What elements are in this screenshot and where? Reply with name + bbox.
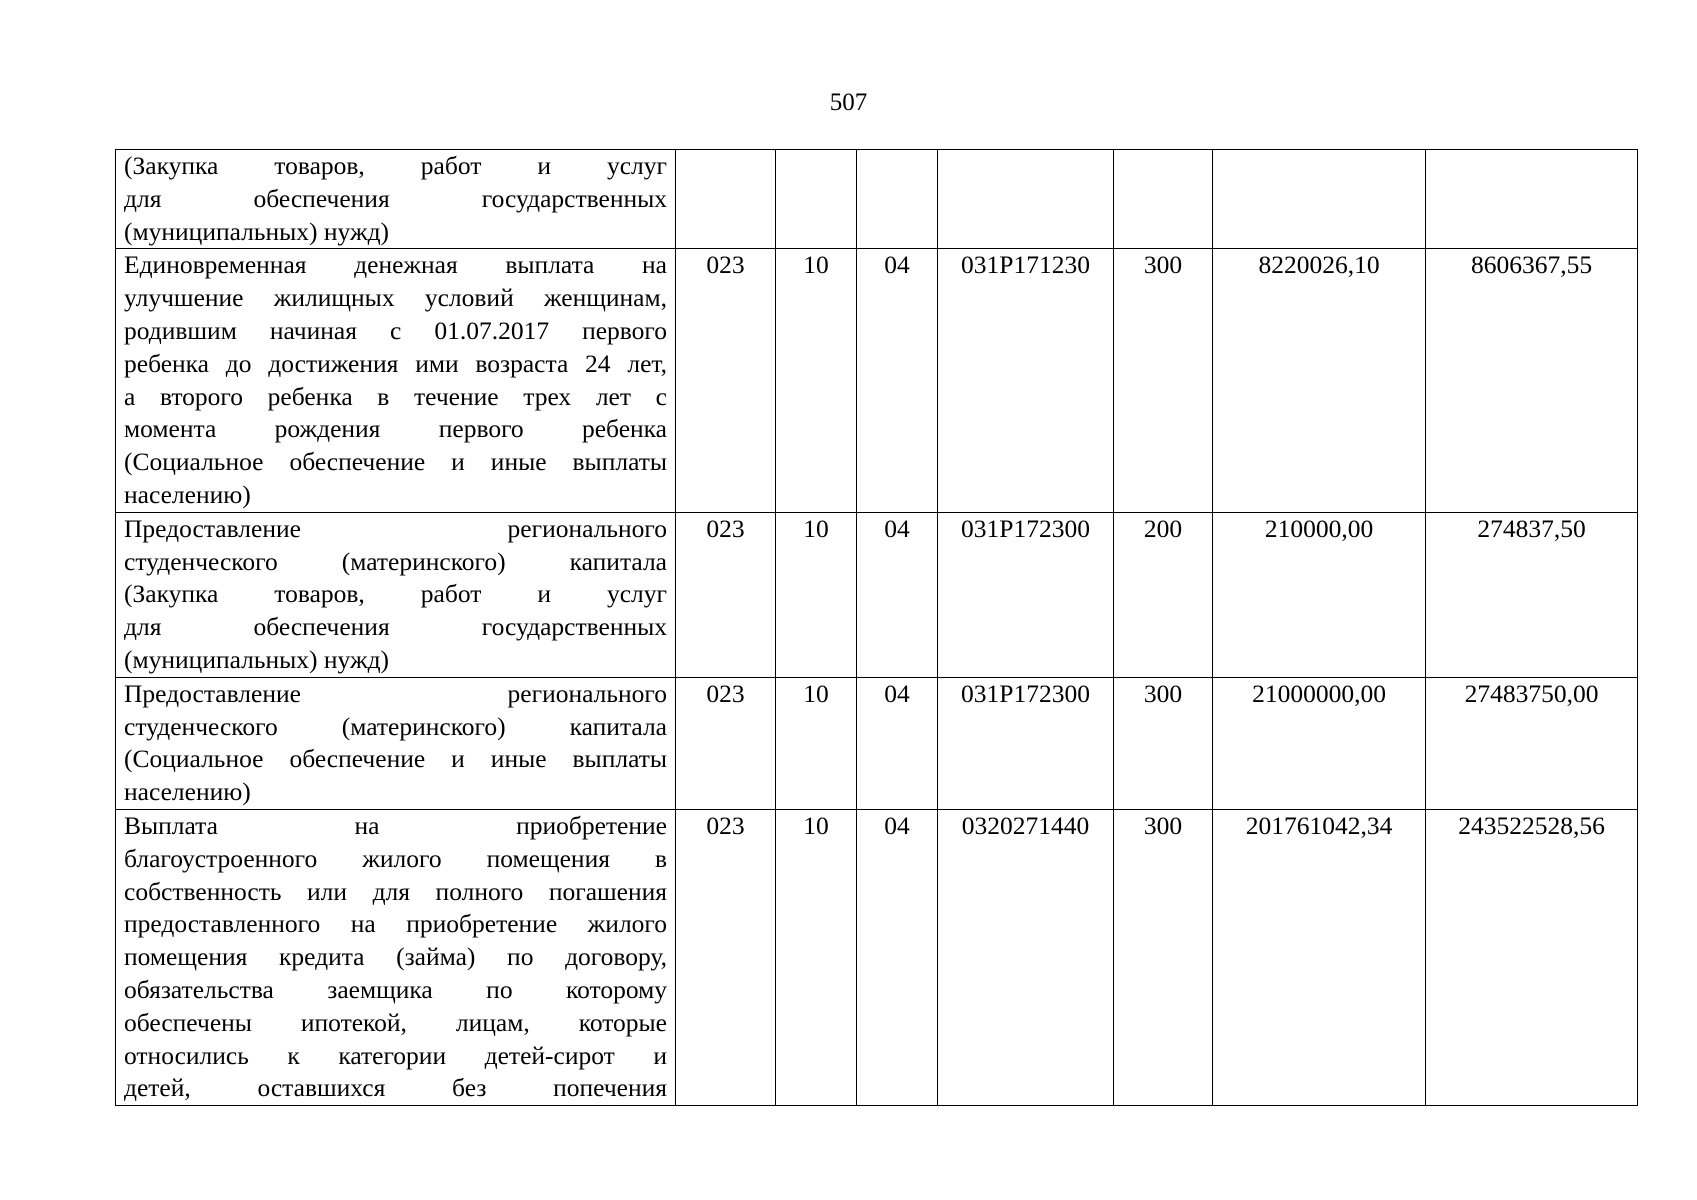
subsection-code: 04	[857, 809, 938, 1105]
expense-type-code: 300	[1114, 677, 1213, 809]
section-code: 10	[776, 512, 857, 677]
description-line: Выплата на приобретение	[124, 810, 667, 840]
description-line: (Социальное обеспечение и иные выплаты	[124, 744, 667, 774]
description-line: студенческого (материнского) капитала	[124, 546, 667, 576]
description-line: Предоставление регионального	[124, 513, 667, 543]
ministry-code: 023	[676, 809, 776, 1105]
description-line: родившим начиная с 01.07.2017 первого	[124, 315, 667, 345]
table-row	[116, 512, 1638, 677]
row-description	[116, 150, 676, 249]
target-article-code	[938, 150, 1114, 249]
description-line: улучшение жилищных условий женщинам,	[124, 283, 667, 313]
amount-year-1: 8220026,10	[1213, 249, 1426, 512]
ministry-code: 023	[676, 512, 776, 677]
expense-type-code: 200	[1114, 512, 1213, 677]
row-description	[116, 512, 676, 677]
expense-type-code	[1114, 150, 1213, 249]
description-line: населению)	[124, 777, 251, 807]
description-line: студенческого (материнского) капитала	[124, 711, 667, 741]
target-article-code: 031P172300	[938, 677, 1114, 809]
ministry-code	[676, 150, 776, 249]
description-line: для обеспечения государственных	[124, 183, 667, 213]
subsection-code: 04	[857, 677, 938, 809]
ministry-code: 023	[676, 249, 776, 512]
budget-table	[115, 149, 1638, 1106]
description-line: (муниципальных) нужд)	[124, 216, 390, 246]
description-line: ребенка до достижения ими возраста 24 лет,	[124, 348, 667, 378]
table-row	[116, 677, 1638, 809]
description-line: собственность или для полного погашения	[124, 876, 667, 906]
description-line: (Закупка товаров, работ и услуг	[124, 579, 667, 609]
description-line: Предоставление регионального	[124, 678, 667, 708]
description-line: момента рождения первого ребенка	[124, 414, 667, 444]
row-description	[116, 677, 676, 809]
amount-year-1: 21000000,00	[1213, 677, 1426, 809]
amount-year-2: 27483750,00	[1426, 677, 1638, 809]
amount-year-2: 274837,50	[1426, 512, 1638, 677]
row-description	[116, 249, 676, 512]
amount-year-1	[1213, 150, 1426, 249]
description-line: благоустроенного жилого помещения в	[124, 843, 667, 873]
description-line: для обеспечения государственных	[124, 612, 667, 642]
amount-year-2: 243522528,56	[1426, 809, 1638, 1105]
description-line: (Социальное обеспечение и иные выплаты	[124, 447, 667, 477]
target-article-code: 031P172300	[938, 512, 1114, 677]
description-line: относились к категории детей-сирот и	[124, 1040, 667, 1070]
amount-year-1: 210000,00	[1213, 512, 1426, 677]
table-row	[116, 150, 1638, 249]
description-line: а второго ребенка в течение трех лет с	[124, 381, 667, 411]
expense-type-code: 300	[1114, 809, 1213, 1105]
description-line: (Закупка товаров, работ и услуг	[124, 151, 667, 180]
section-code	[776, 150, 857, 249]
subsection-code: 04	[857, 249, 938, 512]
amount-year-1: 201761042,34	[1213, 809, 1426, 1105]
amount-year-2: 8606367,55	[1426, 249, 1638, 512]
description-line: детей, оставшихся без попечения	[124, 1073, 667, 1103]
expense-type-code: 300	[1114, 249, 1213, 512]
description-line: Единовременная денежная выплата на	[124, 250, 667, 280]
subsection-code	[857, 150, 938, 249]
section-code: 10	[776, 809, 857, 1105]
description-line: помещения кредита (займа) по договору,	[124, 942, 667, 972]
description-line: обеспечены ипотекой, лицам, которые	[124, 1007, 667, 1037]
row-description	[116, 809, 676, 1105]
section-code: 10	[776, 249, 857, 512]
page-number: 507	[829, 89, 868, 116]
target-article-code: 031P171230	[938, 249, 1114, 512]
description-line: обязательства заемщика по которому	[124, 974, 667, 1004]
subsection-code: 04	[857, 512, 938, 677]
section-code: 10	[776, 677, 857, 809]
description-line: населению)	[124, 479, 251, 509]
amount-year-2	[1426, 150, 1638, 249]
ministry-code: 023	[676, 677, 776, 809]
description-line: (муниципальных) нужд)	[124, 644, 390, 674]
description-line: предоставленного на приобретение жилого	[124, 909, 667, 939]
table-row	[116, 249, 1638, 512]
table-row	[116, 809, 1638, 1105]
target-article-code: 0320271440	[938, 809, 1114, 1105]
